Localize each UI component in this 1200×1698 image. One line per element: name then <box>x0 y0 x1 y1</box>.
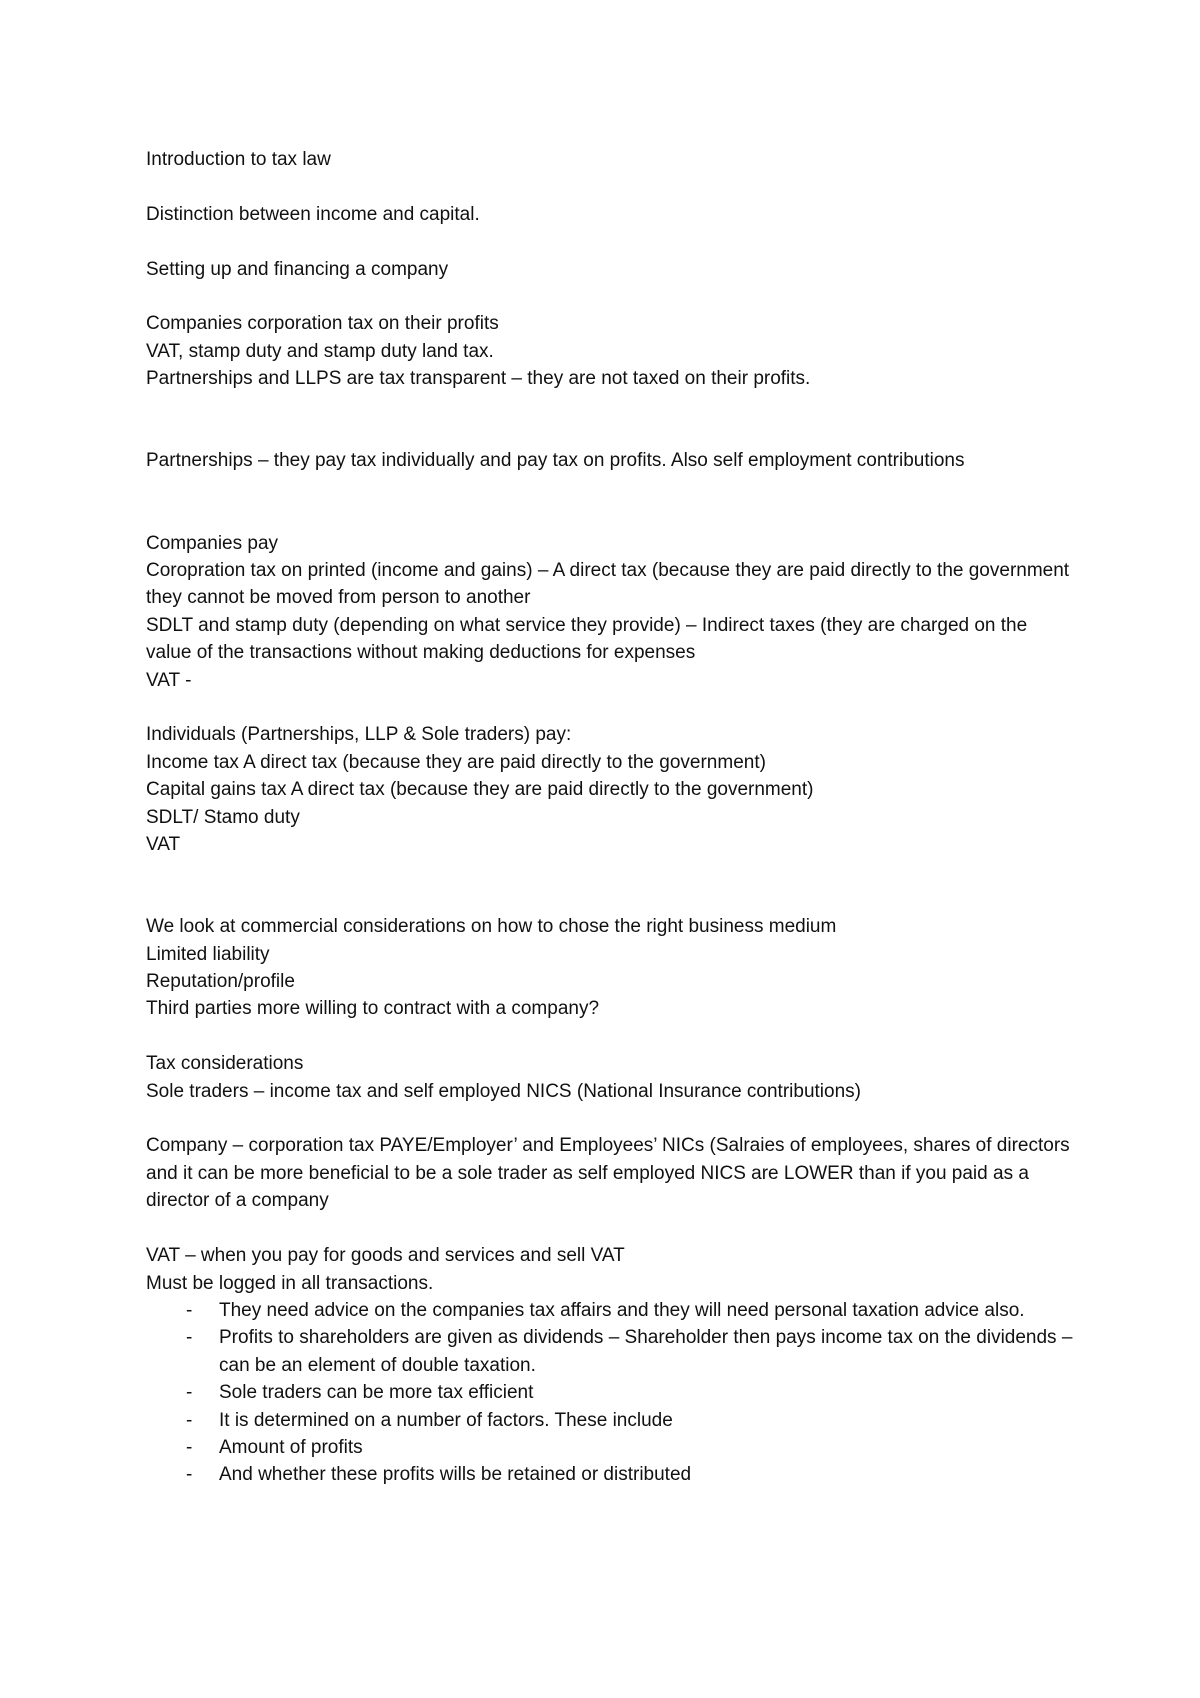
bullet-list <box>146 1297 1076 1489</box>
tax-considerations-block <box>146 1050 1076 1105</box>
spacer <box>146 475 1076 530</box>
spacer <box>146 283 1076 310</box>
spacer <box>146 173 1076 200</box>
dash-bullet: - <box>186 1464 193 1486</box>
partnerships-line: Partnerships – they pay tax individually and pay tax on profits. Also self employment contributions <box>146 450 965 472</box>
overview-line: VAT, stamp duty and stamp duty land tax. <box>146 340 494 362</box>
individuals-line: VAT <box>146 834 181 856</box>
document-body <box>146 146 1076 1489</box>
individuals-line: SDLT/ Stamo duty <box>146 806 300 828</box>
list-item <box>146 1297 1076 1324</box>
dash-bullet: - <box>186 1436 193 1458</box>
tax-considerations-line: Sole traders – income tax and self employed NICS (National Insurance contributions) <box>146 1080 861 1102</box>
setting-up-line: Setting up and financing a company <box>146 258 449 280</box>
overview-block <box>146 310 1076 392</box>
dash-bullet: - <box>186 1327 193 1349</box>
list-item-text: Amount of profits <box>219 1436 363 1458</box>
spacer <box>146 694 1076 721</box>
companies-line: Companies pay <box>146 532 279 554</box>
list-item-text: They need advice on the companies tax affairs and they will need personal taxation advice also. <box>219 1299 1025 1321</box>
individuals-block <box>146 721 1076 858</box>
list-item <box>146 1461 1076 1488</box>
overview-line: Partnerships and LLPS are tax transparent – they are not taxed on their profits. <box>146 368 811 390</box>
list-item <box>146 1379 1076 1406</box>
dash-bullet: - <box>186 1382 193 1404</box>
spacer <box>146 1023 1076 1050</box>
document-title: Introduction to tax law <box>146 149 331 170</box>
individuals-line: Income tax A direct tax (because they are paid directly to the government) <box>146 751 766 773</box>
individuals-line: Capital gains tax A direct tax (because they are paid directly to the government) <box>146 779 814 801</box>
spacer <box>146 228 1076 255</box>
list-item <box>146 1434 1076 1461</box>
list-item-text: Profits to shareholders are given as dividends – Shareholder then pays income tax on the dividends – can be an element of double taxation. <box>219 1327 1073 1376</box>
individuals-line: Individuals (Partnerships, LLP & Sole traders) pay: <box>146 724 572 746</box>
spacer <box>146 858 1076 913</box>
companies-line: Coropration tax on printed (income and gains) – A direct tax (because they are paid directly to the government they cannot be moved from person to another <box>146 560 1075 609</box>
company-line: Company – corporation tax PAYE/Employer’ and Employees’ NICs (Salraies of employees, shares of directors and it can be more beneficial to be a sole trader as self employed NICS are LOWER than if you paid as a director of a company <box>146 1135 1075 1212</box>
list-item-text: It is determined on a number of factors. These include <box>219 1409 673 1431</box>
spacer <box>146 393 1076 448</box>
vat-line: VAT – when you pay for goods and services and sell VAT <box>146 1245 625 1267</box>
list-item-text: Sole traders can be more tax efficient <box>219 1382 534 1404</box>
tax-considerations-line: Tax considerations <box>146 1053 304 1075</box>
companies-block <box>146 530 1076 694</box>
overview-line: Companies corporation tax on their profits <box>146 313 499 335</box>
companies-line: SDLT and stamp duty (depending on what service they provide) – Indirect taxes (they are charged on the value of the transactions without making deductions for expenses <box>146 614 1033 664</box>
income-capital-line: Distinction between income and capital. <box>146 203 480 225</box>
vat-line: Must be logged in all transactions. <box>146 1272 434 1294</box>
dash-bullet: - <box>186 1299 193 1321</box>
list-item <box>146 1407 1076 1434</box>
dash-bullet: - <box>186 1409 193 1431</box>
spacer <box>146 1215 1076 1242</box>
spacer <box>146 1105 1076 1132</box>
commercial-line: Limited liability <box>146 943 270 965</box>
list-item-text: And whether these profits wills be retained or distributed <box>219 1464 692 1486</box>
commercial-line: Third parties more willing to contract with a company? <box>146 998 600 1020</box>
list-item <box>146 1324 1076 1379</box>
commercial-line: We look at commercial considerations on how to chose the right business medium <box>146 916 837 938</box>
commercial-block <box>146 913 1076 1023</box>
vat-block <box>146 1242 1076 1297</box>
commercial-line: Reputation/profile <box>146 971 295 993</box>
companies-line: VAT - <box>146 669 192 691</box>
